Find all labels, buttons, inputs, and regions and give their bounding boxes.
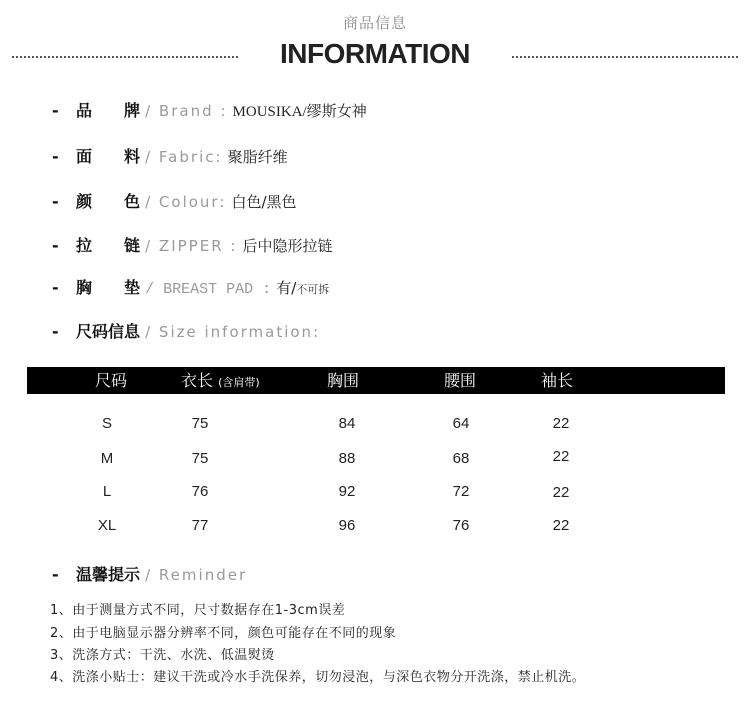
attr-en-label: / Fabric: bbox=[145, 148, 223, 166]
section-subtitle: 商品信息 bbox=[342, 14, 407, 32]
attr-colour bbox=[52, 190, 297, 214]
col-header-waist: 腰围 bbox=[444, 371, 477, 390]
attr-label: 尺码信息 bbox=[76, 322, 141, 341]
attr-fabric bbox=[52, 145, 288, 169]
attr-en-label: / BREAST PAD : bbox=[145, 281, 272, 298]
col-header-note: (含肩带) bbox=[218, 376, 260, 389]
col-header-length bbox=[181, 367, 260, 394]
cell-sleeve: 22 bbox=[552, 517, 570, 534]
cell-size: M bbox=[100, 450, 114, 467]
attr-value-note: 不可拆 bbox=[296, 283, 330, 296]
attr-label: 颜 色 bbox=[76, 192, 141, 211]
cell-length: 76 bbox=[191, 483, 209, 500]
page-title: INFORMATION bbox=[280, 38, 470, 69]
bullet-dash: - bbox=[52, 192, 59, 211]
attr-label: 品 牌 bbox=[76, 101, 141, 120]
bullet-dash: - bbox=[52, 147, 59, 166]
attr-label: 拉 链 bbox=[76, 236, 141, 255]
cell-bust: 96 bbox=[338, 517, 356, 534]
cell-size: S bbox=[101, 415, 112, 432]
cell-bust: 88 bbox=[338, 450, 356, 467]
col-header-sleeve: 袖长 bbox=[541, 371, 574, 390]
attr-value: 后中隐形拉链 bbox=[242, 237, 333, 255]
bullet-dash: - bbox=[52, 278, 59, 297]
attr-label: 面 料 bbox=[76, 147, 141, 166]
attr-en-label: / Colour: bbox=[145, 193, 227, 211]
cell-sleeve: 22 bbox=[552, 448, 570, 465]
cell-bust: 84 bbox=[338, 415, 356, 432]
col-header-label: 衣长 bbox=[181, 371, 214, 390]
bullet-dash: - bbox=[52, 101, 59, 120]
cell-size: XL bbox=[97, 517, 117, 534]
cell-waist: 68 bbox=[452, 450, 470, 467]
attr-en-label: / Size information: bbox=[145, 323, 321, 341]
cell-waist: 76 bbox=[452, 517, 470, 534]
reminder-label: 温馨提示 bbox=[76, 565, 141, 584]
cell-size: L bbox=[102, 483, 112, 500]
attr-value: 有/ bbox=[276, 279, 297, 297]
bullet-dash: - bbox=[52, 322, 59, 341]
reminder-item: 1、由于测量方式不同，尺寸数据存在1-3cm误差 bbox=[50, 603, 346, 618]
attr-breast-pad bbox=[52, 276, 329, 300]
cell-sleeve: 22 bbox=[552, 484, 570, 501]
cell-waist: 72 bbox=[452, 483, 470, 500]
attr-value: 聚脂纤维 bbox=[227, 148, 288, 166]
reminder-item: 2、由于电脑显示器分辨率不同，颜色可能存在不同的现象 bbox=[50, 626, 397, 641]
cell-length: 75 bbox=[191, 450, 209, 467]
attr-en-label: / Brand : bbox=[145, 102, 228, 120]
col-header-size: 尺码 bbox=[95, 371, 128, 390]
attr-zipper bbox=[52, 234, 333, 258]
attr-size-info bbox=[52, 320, 320, 344]
attr-value: 白色/黑色 bbox=[231, 193, 297, 211]
cell-sleeve: 22 bbox=[552, 415, 570, 432]
reminder-heading bbox=[52, 563, 247, 587]
col-header-bust: 胸围 bbox=[327, 371, 360, 390]
attr-value: MOUSIKA/缪斯女神 bbox=[232, 104, 367, 120]
attr-en-label: / ZIPPER : bbox=[145, 237, 238, 255]
bullet-dash: - bbox=[52, 565, 59, 584]
cell-waist: 64 bbox=[452, 415, 470, 432]
attr-brand bbox=[52, 99, 367, 123]
cell-length: 77 bbox=[191, 517, 209, 534]
size-table-header bbox=[27, 367, 725, 394]
cell-bust: 92 bbox=[338, 483, 356, 500]
reminder-en-label: / Reminder bbox=[145, 566, 248, 584]
reminder-item: 4、洗涤小贴士：建议干洗或冷水手洗保养，切勿浸泡，与深色衣物分开洗涤，禁止机洗。 bbox=[50, 670, 586, 685]
cell-length: 75 bbox=[191, 415, 209, 432]
attr-label: 胸 垫 bbox=[76, 278, 141, 297]
bullet-dash: - bbox=[52, 236, 59, 255]
reminder-item: 3、洗涤方式：干洗、水洗、低温熨烫 bbox=[50, 648, 275, 663]
dotted-divider-right bbox=[512, 56, 738, 58]
